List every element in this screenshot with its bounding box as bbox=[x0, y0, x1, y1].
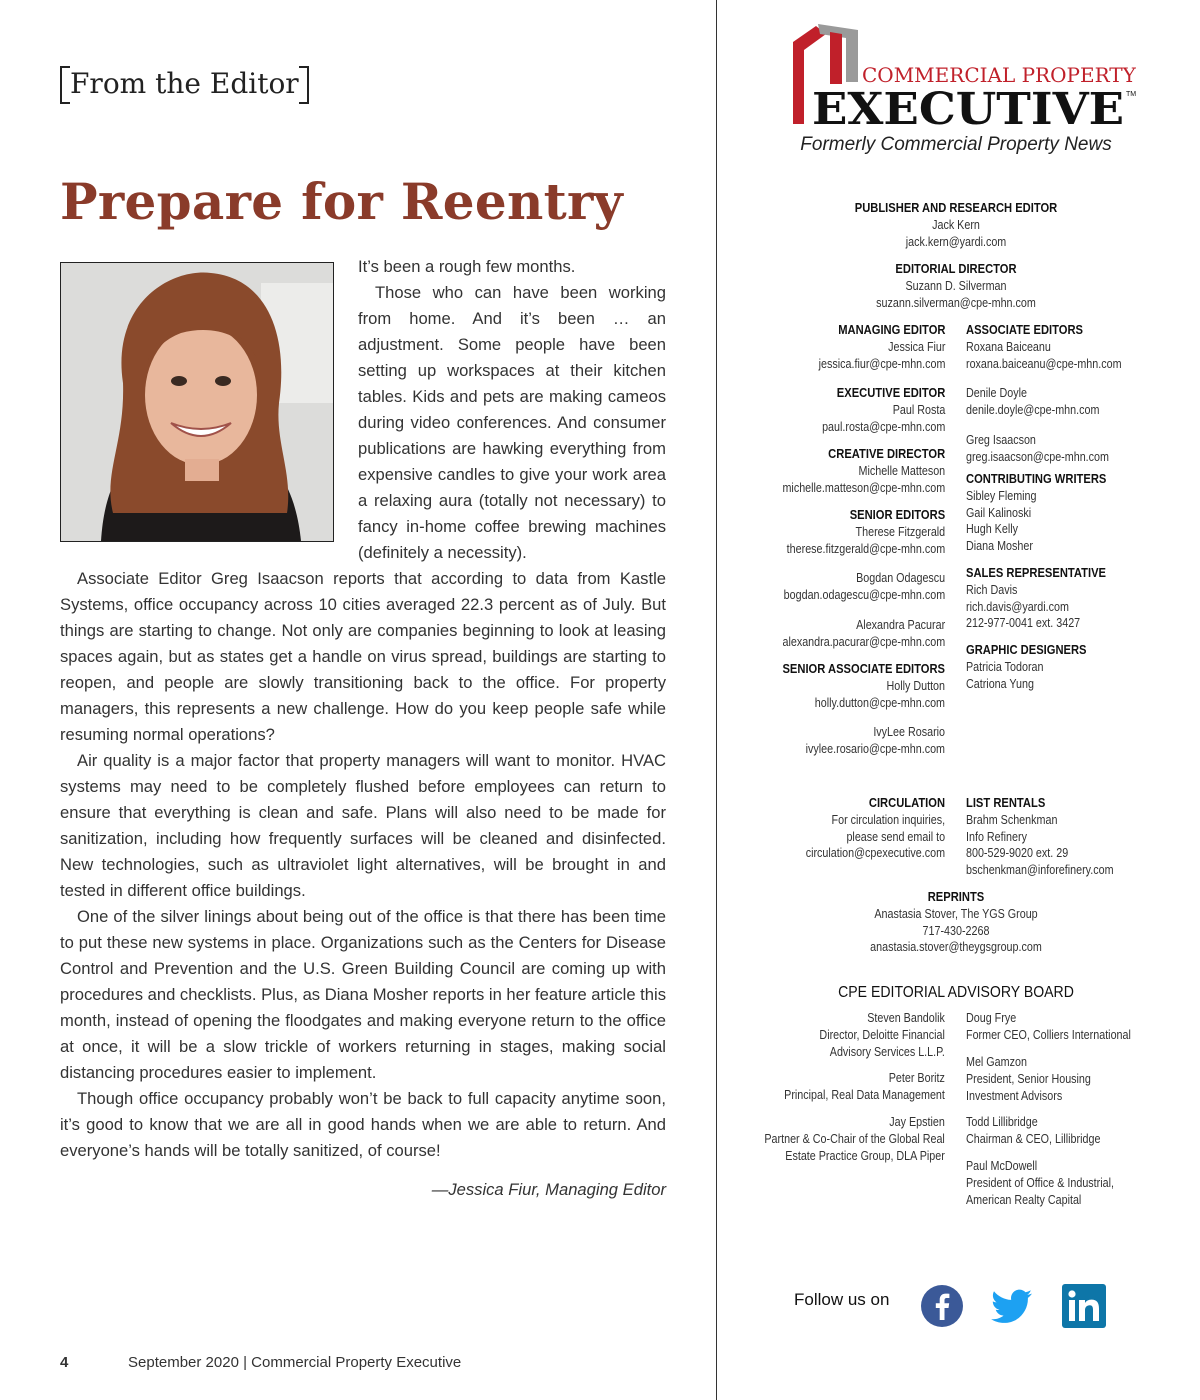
facebook-icon[interactable] bbox=[920, 1284, 964, 1328]
board-member bbox=[784, 1070, 945, 1104]
logo-graphic bbox=[790, 24, 1140, 134]
person-email: michelle.matteson@cpe-mhn.com bbox=[782, 480, 945, 495]
info-line: Anastasia Stover, The YGS Group bbox=[874, 906, 1038, 921]
role-title: EXECUTIVE EDITOR bbox=[836, 385, 945, 400]
masthead-sales bbox=[966, 565, 1106, 632]
member-name: Doug Frye bbox=[966, 1011, 1017, 1025]
masthead-managing-editor bbox=[818, 322, 945, 372]
board-member bbox=[966, 1158, 1114, 1208]
person-email: bogdan.odagescu@cpe-mhn.com bbox=[783, 588, 945, 603]
member-role: Investment Advisors bbox=[966, 1088, 1063, 1103]
masthead-contributing-writers bbox=[966, 471, 1106, 555]
person-email: paul.rosta@cpe-mhn.com bbox=[821, 419, 945, 434]
role-title: PUBLISHER AND RESEARCH EDITOR bbox=[854, 200, 1058, 215]
person-name: Catriona Yung bbox=[966, 676, 1034, 691]
person-email: roxana.baiceanu@cpe-mhn.com bbox=[966, 356, 1122, 371]
info-line: For circulation inquiries, bbox=[831, 812, 945, 827]
board-member bbox=[966, 1010, 1131, 1044]
person-email: denile.doyle@cpe-mhn.com bbox=[966, 403, 1100, 418]
person-name: Michelle Matteson bbox=[858, 463, 945, 478]
member-name: Paul McDowell bbox=[966, 1159, 1038, 1173]
section-label-text: From the Editor bbox=[70, 67, 299, 100]
logo-line1: COMMERCIAL PROPERTY bbox=[862, 63, 1136, 87]
info-line: Info Refinery bbox=[966, 829, 1027, 844]
member-name: Todd Lillibridge bbox=[966, 1115, 1038, 1129]
role-title: SENIOR ASSOCIATE EDITORS bbox=[782, 661, 945, 676]
masthead-editorial-director bbox=[787, 261, 1124, 311]
role-title: CIRCULATION bbox=[868, 795, 945, 810]
person-name: IvyLee Rosario bbox=[873, 725, 945, 740]
person-name: Jessica Fiur bbox=[887, 339, 945, 354]
role-title: CREATIVE DIRECTOR bbox=[828, 446, 945, 461]
masthead-graphic-designers bbox=[966, 642, 1087, 692]
person-name: Jack Kern bbox=[932, 217, 980, 232]
masthead-creative-director bbox=[782, 446, 945, 496]
logo-tagline: Formerly Commercial Property News bbox=[800, 134, 1112, 155]
person-name: Greg Isaacson bbox=[966, 432, 1036, 447]
info-line: bschenkman@inforefinery.com bbox=[966, 863, 1114, 878]
logo-line2: EXECUTIVE bbox=[812, 84, 1124, 134]
person-name: Paul Rosta bbox=[892, 402, 945, 417]
follow-label: Follow us on bbox=[794, 1290, 890, 1309]
masthead-publisher bbox=[787, 200, 1124, 250]
page-number: 4 bbox=[60, 1354, 69, 1371]
board-member bbox=[966, 1114, 1100, 1148]
article-paragraph: Though office occupancy probably won’t be back to full capacity anytime soon, it’s good to know that we are all in good hands when we are able to return. And everyone’s hands will be totally sanitized, of course! bbox=[60, 1089, 666, 1160]
role-title: SENIOR EDITORS bbox=[849, 507, 945, 522]
bracket-right bbox=[299, 66, 309, 104]
person-name: Suzann D. Silverman bbox=[905, 278, 1007, 293]
role-title: EDITORIAL DIRECTOR bbox=[895, 261, 1017, 276]
role-title: REPRINTS bbox=[927, 889, 985, 904]
member-name: Jay Epstien bbox=[889, 1115, 945, 1129]
person-name: Alexandra Pacurar bbox=[855, 617, 945, 632]
person-phone: 212-977-0041 ext. 3427 bbox=[966, 616, 1081, 631]
person-email: jessica.fiur@cpe-mhn.com bbox=[818, 356, 945, 371]
role-title: MANAGING EDITOR bbox=[837, 322, 945, 337]
role-title: LIST RENTALS bbox=[966, 795, 1046, 810]
photo-wrap-space bbox=[60, 254, 358, 564]
person-email: jack.kern@yardi.com bbox=[905, 234, 1007, 249]
person-name: Denile Doyle bbox=[966, 386, 1027, 401]
person-email: suzann.silverman@cpe-mhn.com bbox=[876, 295, 1036, 310]
logo-trademark: TM bbox=[1126, 91, 1137, 98]
twitter-icon[interactable] bbox=[990, 1284, 1034, 1328]
person-name: Roxana Baiceanu bbox=[966, 339, 1051, 354]
member-name: Mel Gamzon bbox=[966, 1055, 1027, 1069]
member-role: President, Senior Housing bbox=[966, 1071, 1091, 1086]
member-role: Estate Practice Group, DLA Piper bbox=[785, 1148, 945, 1163]
person-name: Holly Dutton bbox=[886, 678, 945, 693]
article-paragraph: It’s been a rough few months. bbox=[358, 257, 576, 276]
info-line: Brahm Schenkman bbox=[966, 812, 1058, 827]
person-name: Rich Davis bbox=[966, 582, 1018, 597]
footer-separator: | bbox=[243, 1354, 247, 1371]
issue-date: September 2020 bbox=[128, 1354, 239, 1371]
linkedin-icon[interactable] bbox=[1062, 1284, 1106, 1328]
member-role: Director, Deloitte Financial bbox=[819, 1027, 945, 1042]
article-body bbox=[60, 254, 666, 1164]
role-title: GRAPHIC DESIGNERS bbox=[966, 642, 1087, 657]
masthead-list-rentals bbox=[966, 795, 1114, 879]
masthead-circulation bbox=[806, 795, 945, 862]
headline: Prepare for Reentry bbox=[60, 172, 623, 231]
article-paragraph: Associate Editor Greg Isaacson reports that according to data from Kastle Systems, office occupancy across 10 cities averaged 22.3 percent as of July. But things are starting to change. Not only are companies beginning to look at leasing spaces again, but as states get a handle on virus spread, buildings are starting to reopen, and people are slowly transitioning back to the office. For property managers, this represents a new challenge. How do you keep people safe while resuming normal operations? bbox=[60, 569, 666, 744]
role-title: CONTRIBUTING WRITERS bbox=[966, 471, 1107, 486]
person-name: Hugh Kelly bbox=[966, 522, 1018, 537]
bracket-left bbox=[60, 66, 70, 104]
section-label bbox=[60, 66, 309, 102]
member-role: President of Office & Industrial, bbox=[966, 1175, 1114, 1190]
info-line: anastasia.stover@theygsgroup.com bbox=[870, 940, 1042, 955]
info-line: 717-430-2268 bbox=[922, 923, 990, 938]
person-email: greg.isaacson@cpe-mhn.com bbox=[966, 449, 1109, 464]
footer-line bbox=[128, 1354, 461, 1371]
masthead-executive-editor bbox=[822, 385, 945, 435]
person-email: alexandra.pacurar@cpe-mhn.com bbox=[782, 634, 945, 649]
info-line: please send email to bbox=[846, 829, 945, 844]
member-role: Chairman & CEO, Lillibridge bbox=[966, 1131, 1101, 1146]
member-role: Partner & Co-Chair of the Global Real bbox=[764, 1131, 945, 1146]
member-role: Former CEO, Colliers International bbox=[966, 1027, 1131, 1042]
article-paragraph: One of the silver linings about being out of the office is that there has been time to put these new systems in place. Organizations such as the Centers for Disease Control and Prevention and the U.S. Green Building Council are coming up with procedures and checklists. Plus, as Diana Mosher reports in her feature article this month, instead of opening the floodgates and making everyone return to the office at once, it will be a slow trickle of workers returning in stages, making social distancing procedures easier to implement. bbox=[60, 907, 666, 1082]
role-title: ASSOCIATE EDITORS bbox=[966, 322, 1084, 337]
board-member bbox=[966, 1054, 1091, 1104]
board-member bbox=[765, 1114, 945, 1164]
masthead-reprints bbox=[787, 889, 1124, 956]
person-name: Sibley Fleming bbox=[966, 488, 1037, 503]
masthead-associate-editors bbox=[966, 322, 1122, 466]
person-email: therese.fitzgerald@cpe-mhn.com bbox=[786, 541, 945, 556]
info-line: circulation@cpexecutive.com bbox=[805, 846, 945, 861]
column-divider bbox=[716, 0, 717, 1400]
article-paragraph: Air quality is a major factor that property managers will want to monitor. HVAC systems may need to be completely flushed before employees can return to ensure that everything is clean and safe. Plans will also need to be made for sanitization, including how frequently surfaces will be cleaned and disinfected. New technologies, such as ultraviolet light alternatives, will be brought in and tested in different office buildings. bbox=[60, 751, 666, 900]
person-name: Bogdan Odagescu bbox=[855, 571, 945, 586]
member-role: American Realty Capital bbox=[966, 1192, 1082, 1207]
signoff: —Jessica Fiur, Managing Editor bbox=[431, 1180, 666, 1199]
member-name: Steven Bandolik bbox=[867, 1011, 945, 1025]
person-name: Patricia Todoran bbox=[966, 659, 1044, 674]
role-title: SALES REPRESENTATIVE bbox=[966, 565, 1106, 580]
publication-logo bbox=[790, 24, 1140, 134]
publication-name: Commercial Property Executive bbox=[251, 1354, 462, 1371]
masthead-senior-editors bbox=[782, 507, 945, 651]
member-name: Peter Boritz bbox=[888, 1071, 945, 1085]
person-name: Gail Kalinoski bbox=[966, 505, 1032, 520]
member-role: Advisory Services L.L.P. bbox=[829, 1044, 945, 1059]
board-title: CPE EDITORIAL ADVISORY BOARD bbox=[838, 984, 1074, 1001]
person-email: ivylee.rosario@cpe-mhn.com bbox=[805, 742, 945, 757]
member-role: Principal, Real Data Management bbox=[784, 1087, 945, 1102]
person-email: rich.davis@yardi.com bbox=[966, 599, 1069, 614]
article-paragraph: Those who can have been working from home. And it’s been … an adjustment. Some people have been setting up workspaces at their kitchen tables. Kids and pets are making cameos during video conferences. And consumer publications are hawking everything from expensive candles to give your work area a relaxing aura (totally not necessary) to fancy in-home coffee brewing machines (definitely a necessity). bbox=[358, 283, 666, 562]
masthead-senior-associate-editors bbox=[782, 661, 945, 758]
person-name: Therese Fitzgerald bbox=[855, 524, 945, 539]
info-line: 800-529-9020 ext. 29 bbox=[966, 846, 1069, 861]
person-name: Diana Mosher bbox=[966, 539, 1033, 554]
board-member bbox=[820, 1010, 945, 1060]
person-email: holly.dutton@cpe-mhn.com bbox=[814, 695, 945, 710]
